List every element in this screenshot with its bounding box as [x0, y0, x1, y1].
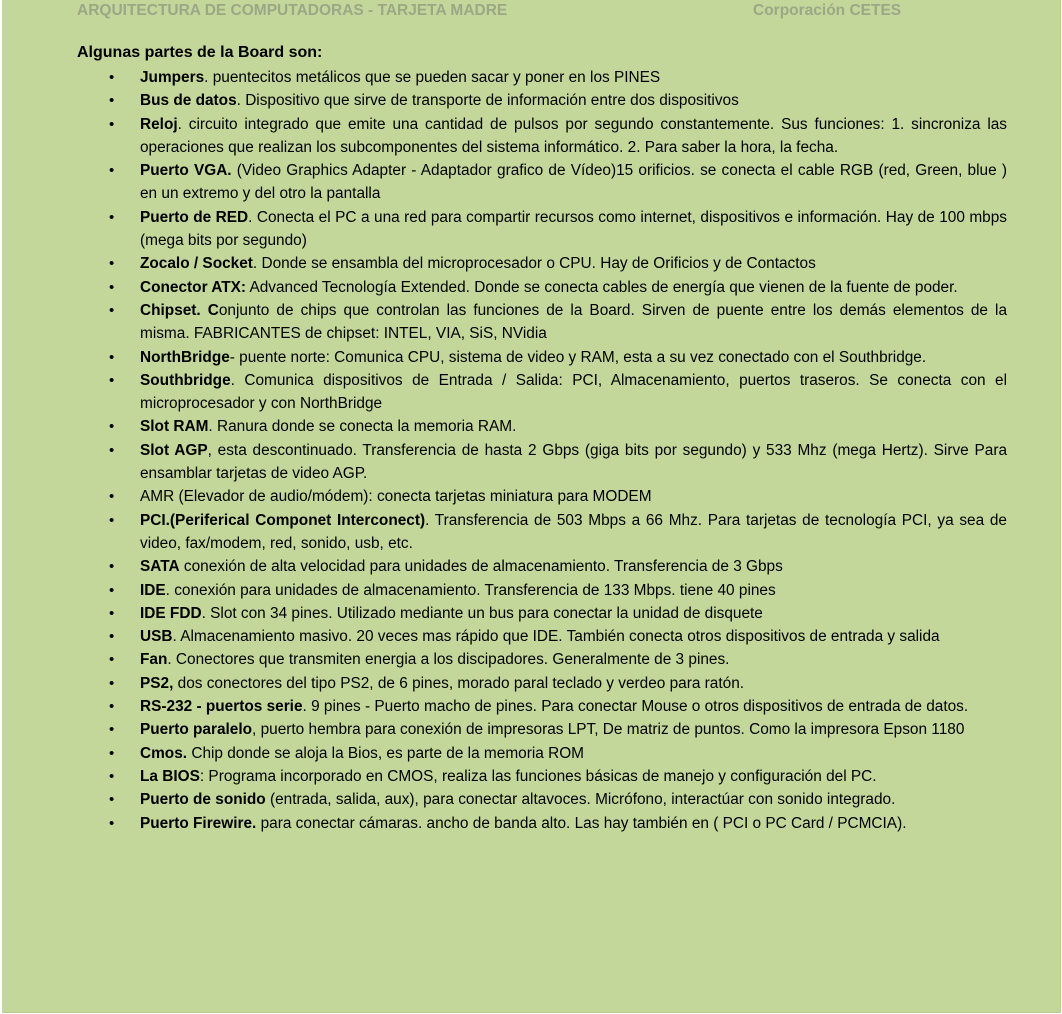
bullet-icon: •: [109, 814, 115, 832]
list-item: [102, 812, 1007, 835]
item-term: Puerto VGA.: [140, 162, 232, 180]
item-description: . Almacenamiento masivo. 20 veces mas rápido que IDE. También conecta otros dispositivos de entrada y salida: [172, 628, 940, 646]
list-item: [102, 415, 1007, 438]
intro-heading: Algunas partes de la Board son:: [77, 44, 323, 61]
list-item: [102, 509, 1007, 556]
bullet-icon: •: [109, 744, 115, 762]
bullet-icon: •: [109, 69, 115, 86]
item-description: . Conecta el PC a una red para compartir recursos como internet, dispositivos e información. Hay de 100 mbps (mega bits por segundo): [140, 208, 1008, 250]
bullet-icon: •: [109, 767, 115, 785]
item-description: . Ranura donde se conecta la memoria RAM.: [208, 418, 517, 436]
header-title: ARQUITECTURA DE COMPUTADORAS - TARJETA MADRE: [77, 2, 508, 19]
bullet-icon: •: [109, 628, 115, 646]
item-description: . Transferencia de 503 Mbps a 66 Mhz. Para tarjetas de tecnología PCI, ya sea de video, fax/modem, red, sonido, usb, etc.: [140, 511, 1007, 552]
bullet-icon: •: [109, 162, 115, 180]
item-term: Reloj: [140, 115, 178, 133]
item-description: . Donde se ensambla del microprocesador o CPU. Hay de Orificios y de Contactos: [252, 255, 816, 273]
item-term: Southbridge: [140, 371, 231, 389]
list-item: [102, 299, 1007, 346]
item-term: RS-232 - puertos serie: [140, 698, 303, 716]
bullet-icon: •: [109, 301, 115, 319]
item-description: - puente norte: Comunica CPU, sistema de video y RAM, esta a su vez conectado con el Southbridge.: [229, 348, 927, 366]
item-term: IDE FDD: [140, 604, 202, 622]
item-description: Advanced Tecnología Extended. Donde se conecta cables de energía que vienen de la fuente de poder.: [246, 278, 958, 296]
item-description: (entrada, salida, aux), para conectar altavoces. Micrófono, interactúar con sonido integrado.: [265, 791, 896, 809]
list-item: [102, 206, 1007, 253]
bullet-icon: •: [109, 791, 115, 809]
item-description: AMR (Elevador de audio/módem): conecta tarjetas miniatura para MODEM: [140, 488, 652, 506]
bullet-icon: •: [109, 255, 115, 273]
item-term: PCI.(Periferical Componet Interconect): [140, 511, 426, 529]
item-term: NorthBridge: [140, 348, 230, 366]
parts-list: [102, 66, 1007, 835]
bullet-icon: •: [109, 721, 115, 739]
list-item: [102, 625, 1007, 648]
item-term: IDE: [140, 581, 166, 599]
bullet-icon: •: [109, 698, 115, 716]
item-description: : Programa incorporado en CMOS, realiza las funciones básicas de manejo y configuración del PC.: [199, 767, 877, 785]
bullet-icon: •: [109, 115, 115, 133]
document-page: [2, 0, 1061, 1013]
list-item: [102, 788, 1007, 811]
item-description: dos conectores del tipo PS2, de 6 pines, morado paral teclado y verdeo para ratón.: [173, 674, 745, 692]
item-term: PS2,: [140, 674, 174, 692]
item-description: . circuito integrado que emite una cantidad de pulsos por segundo constantemente. Sus funciones: 1. sincroniza las operaciones que realizan los subcomponentes del sistema informático. 2. Para saber la hora, la fecha.: [140, 115, 1007, 156]
page-header: [77, 2, 977, 22]
item-term: Slot AGP: [140, 441, 208, 459]
header-organization: Corporación CETES: [753, 2, 902, 19]
bullet-icon: •: [109, 674, 115, 692]
list-item: [102, 369, 1007, 416]
item-description: . Conectores que transmiten energia a los discipadores. Generalmente de 3 pines.: [167, 651, 730, 669]
bullet-icon: •: [109, 278, 115, 296]
item-term: Puerto paralelo: [140, 721, 253, 739]
bullet-icon: •: [109, 511, 115, 529]
list-item: [102, 765, 1007, 788]
bullet-icon: •: [109, 441, 115, 459]
bullet-icon: •: [109, 604, 115, 622]
list-item: [102, 648, 1007, 671]
item-term: Fan: [140, 651, 168, 669]
item-term: Bus de datos: [140, 92, 237, 110]
item-description: (Video Graphics Adapter - Adaptador grafico de Vídeo)15 orificios. se conecta el cable RGB (red, Green, blue ) en un extremo y del otro la pantalla: [140, 162, 1007, 203]
bullet-icon: •: [109, 558, 115, 576]
list-item: [102, 252, 1007, 275]
item-term: Slot RAM: [140, 418, 209, 436]
item-description: Chip donde se aloja la Bios, es parte de la memoria ROM: [187, 744, 584, 762]
list-item: [102, 439, 1007, 486]
bullet-icon: •: [109, 488, 115, 506]
list-item: [102, 672, 1007, 695]
item-description: . Slot con 34 pines. Utilizado mediante un bus para conectar la unidad de disquete: [201, 604, 763, 622]
item-term: Zocalo / Socket: [140, 255, 253, 273]
list-item: [102, 602, 1007, 625]
item-term: SATA: [140, 558, 180, 576]
item-description: , esta descontinuado. Transferencia de hasta 2 Gbps (giga bits por segundo) y 533 Mhz (mega Hertz). Sirve Para ensamblar tarjetas de video AGP.: [140, 441, 1007, 483]
item-term: Puerto Firewire.: [140, 814, 257, 832]
item-term: La BIOS: [140, 767, 200, 785]
item-description: para conectar cámaras. ancho de banda alto. Las hay también en ( PCI o PC Card / PCMCIA).: [256, 814, 907, 832]
bullet-icon: •: [109, 418, 115, 436]
item-description: . 9 pines - Puerto macho de pines. Para conectar Mouse o otros dispositivos de entrada de datos.: [302, 698, 969, 716]
item-description: . Comunica dispositivos de Entrada / Salida: PCI, Almacenamiento, puertos traseros. Se conecta con el microprocesador y con NorthBridge: [140, 371, 1007, 413]
list-item: [102, 159, 1007, 206]
item-description: . conexión para unidades de almacenamiento. Transferencia de 133 Mbps. tiene 40 pines: [165, 581, 776, 599]
item-term: Cmos.: [140, 744, 188, 762]
list-item: [102, 66, 1007, 89]
bullet-icon: •: [109, 92, 115, 110]
item-term: Chipset. C: [140, 301, 219, 319]
list-item: [102, 276, 1007, 299]
bullet-icon: •: [109, 651, 115, 669]
item-term: Jumpers: [140, 69, 205, 86]
list-item: [102, 695, 1007, 718]
list-item: [102, 346, 1007, 369]
item-description: , puerto hembra para conexión de impresoras LPT, De matriz de puntos. Como la impresora Epson 1180: [252, 721, 965, 739]
item-term: Puerto de sonido: [140, 791, 266, 809]
item-term: Puerto de RED: [140, 208, 249, 226]
list-item: [102, 555, 1007, 578]
bullet-icon: •: [109, 581, 115, 599]
item-description: onjunto de chips que controlan las funciones de la Board. Sirven de puente entre los demás elementos de la misma. FABRICANTES de chipset: INTEL, VIA, SiS, NVidia: [140, 301, 1008, 343]
bullet-icon: •: [109, 348, 115, 366]
item-term: USB: [140, 628, 173, 646]
list-item: [102, 113, 1007, 160]
item-description: . puentecitos metálicos que se pueden sacar y poner en los PINES: [204, 69, 661, 86]
list-item: [102, 742, 1007, 765]
list-item: [102, 718, 1007, 741]
bullet-icon: •: [109, 371, 115, 389]
list-item: [102, 579, 1007, 602]
item-term: Conector ATX:: [140, 278, 247, 296]
list-item: [102, 485, 1007, 508]
list-item: [102, 89, 1007, 112]
item-description: conexión de alta velocidad para unidades de almacenamiento. Transferencia de 3 Gbps: [179, 558, 783, 576]
bullet-icon: •: [109, 208, 115, 226]
item-description: . Dispositivo que sirve de transporte de información entre dos dispositivos: [236, 92, 739, 110]
